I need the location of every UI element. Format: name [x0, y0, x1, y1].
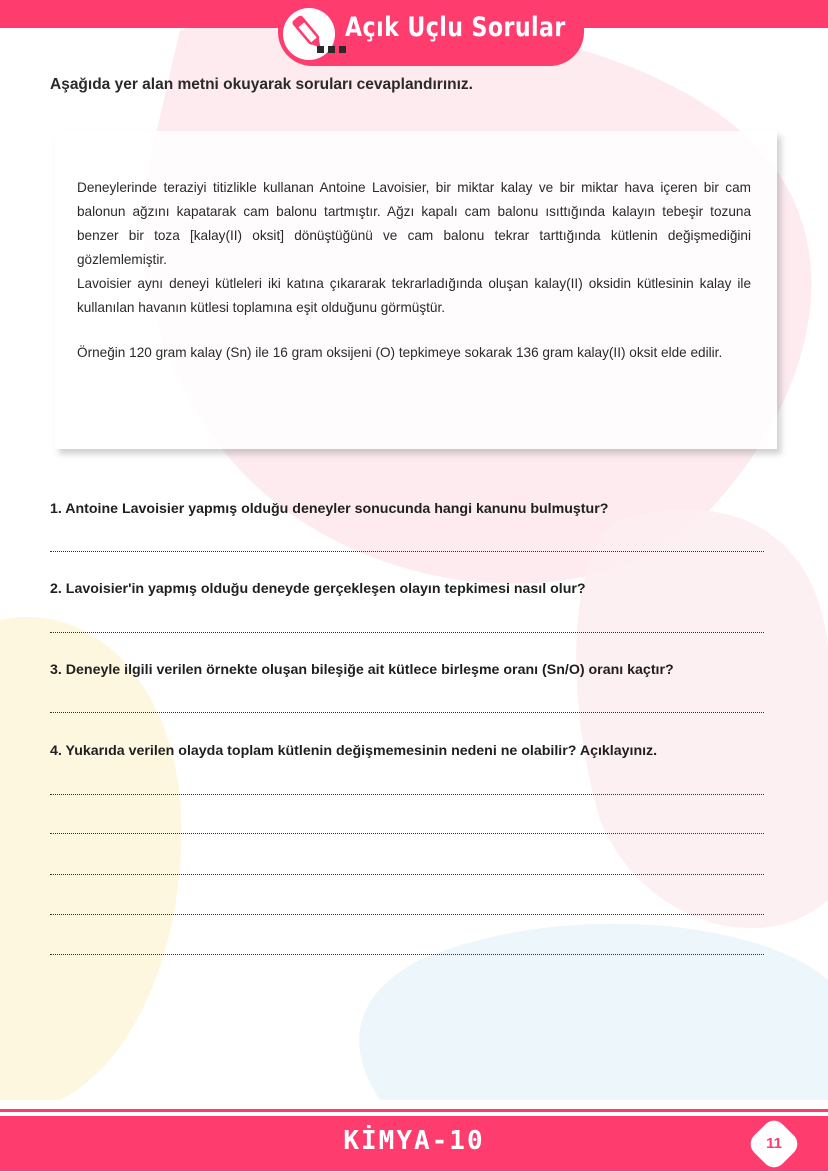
answer-line-1[interactable] [50, 551, 764, 552]
answer-line-4d[interactable] [50, 914, 764, 915]
answer-line-3[interactable] [50, 712, 764, 713]
page-number: 11 [766, 1135, 782, 1152]
light-pink-blob [576, 510, 828, 928]
question-1: 1. Antoine Lavoisier yapmış olduğu deneyler sonucunda hangi kanunu bulmuştur? [50, 501, 609, 517]
yellow-blob [0, 617, 181, 1100]
reading-paragraph: Deneylerinde teraziyi titizlikle kullanan Antoine Lavoisier, bir miktar kalay ve bir miktar hava içeren bir cam balonun ağzını kapatarak cam balonu tartmıştır. Ağzı kapalı cam balonu ısıttığında kalayın tebeşir tozuna benzer bir toza [kalay(II) oksit] dönüştüğünü ve cam balonu tekrar tarttığında kütlenin değişmediğini gözlemlemiştir. [77, 180, 751, 267]
answer-line-4c[interactable] [50, 874, 764, 875]
answer-line-4a[interactable] [50, 794, 764, 795]
reading-paragraph: Örneğin 120 gram kalay (Sn) ile 16 gram oksijeni (O) tepkimeye sokarak 136 gram kalay(II) oksit elde edilir. [77, 345, 723, 360]
question-2: 2. Lavoisier'in yapmış olduğu deneyde gerçekleşen olayın tepkimesi nasıl olur? [50, 581, 586, 597]
answer-line-4e[interactable] [50, 954, 764, 955]
reading-paragraph: Lavoisier aynı deneyi kütleleri iki katına çıkararak tekrarladığında oluşan kalay(II) oksidin kütlesinin kalay ile kullanılan havanın kütlesi toplamına eşit olduğunu görmüştür. [77, 276, 751, 315]
answer-line-4b[interactable] [50, 833, 764, 834]
page-title: Açık Uçlu Sorular [345, 12, 566, 43]
header-dots [317, 46, 346, 53]
reading-passage-box [55, 131, 777, 449]
question-3: 3. Deneyle ilgili verilen örnekte oluşan bileşiğe ait kütlece birleşme oranı (Sn/O) oranı kaçtır? [50, 662, 674, 678]
question-4: 4. Yukarıda verilen olayda toplam kütlenin değişmemesinin nedeni ne olabilir? Açıklayınız. [50, 743, 658, 759]
footer-divider [0, 1109, 828, 1112]
footer-title: KİMYA-10 [343, 1126, 485, 1156]
instruction-text: Aşağıda yer alan metni okuyarak soruları cevaplandırınız. [50, 76, 473, 93]
blue-blob [359, 924, 828, 1100]
answer-line-2[interactable] [50, 632, 764, 633]
